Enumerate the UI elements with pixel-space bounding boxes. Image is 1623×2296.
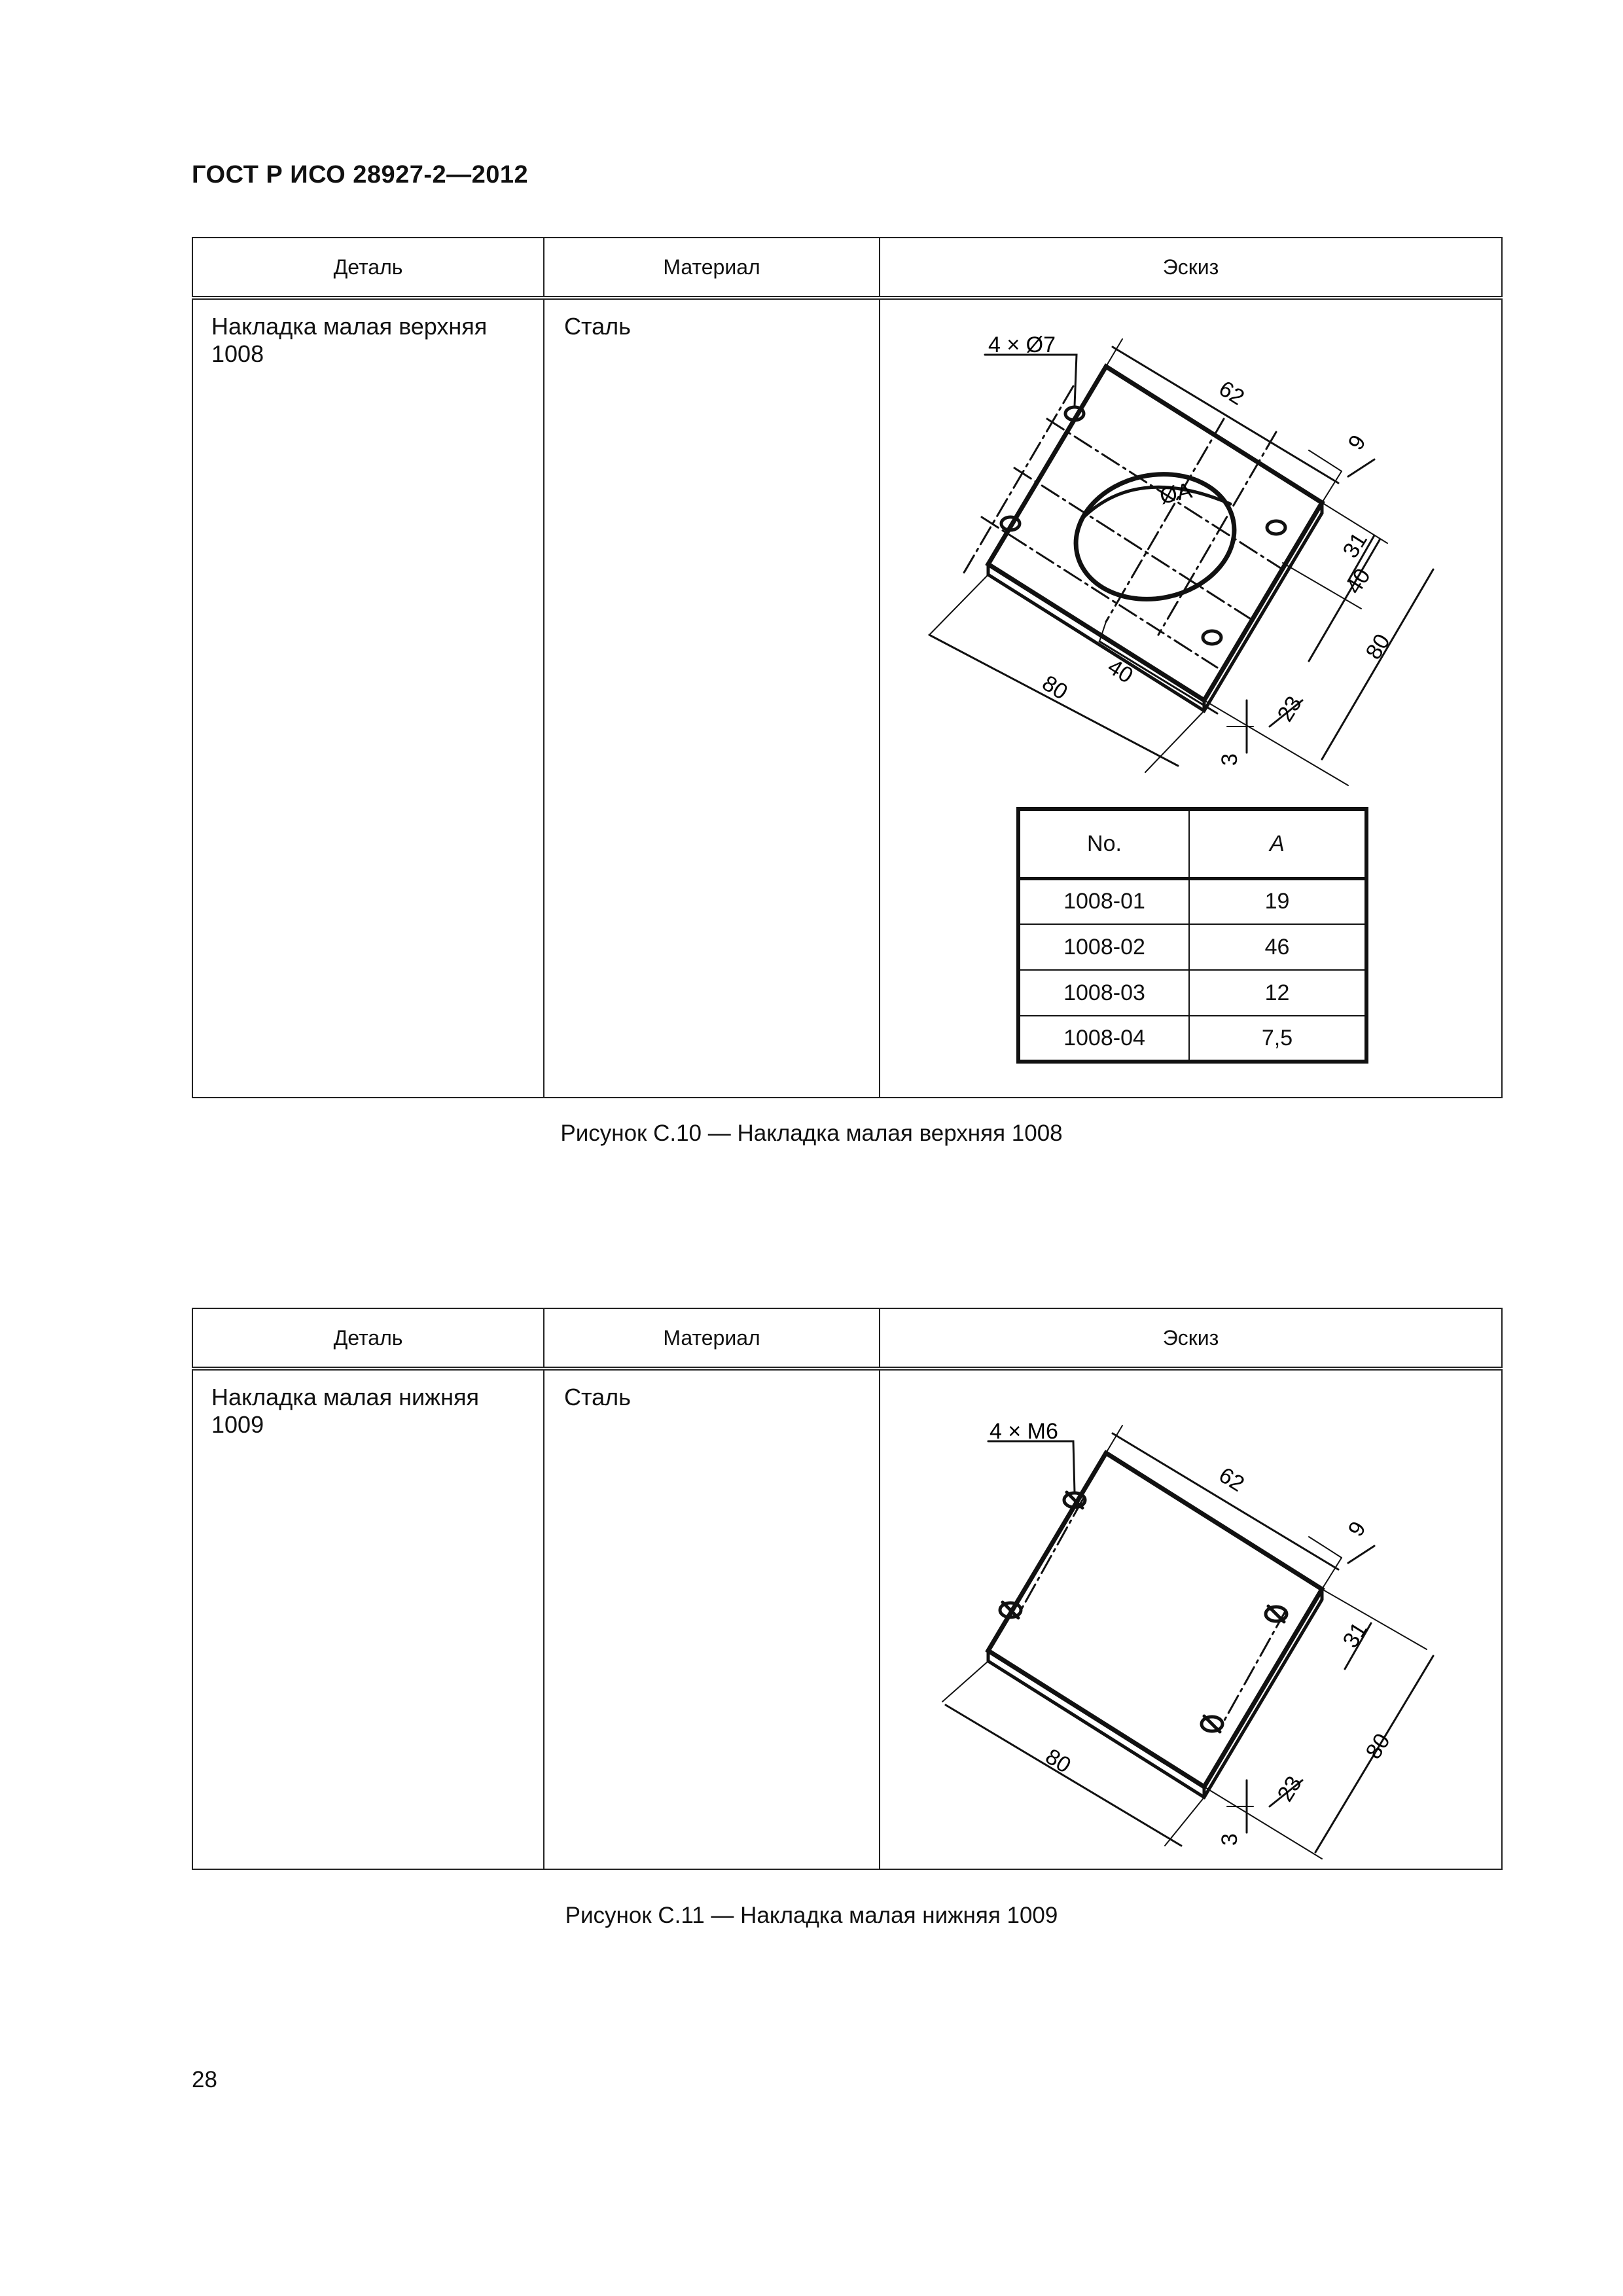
variant-no: 1008-03: [1018, 970, 1189, 1016]
part-cell: [192, 1369, 544, 1869]
variant-a: 19: [1189, 878, 1366, 924]
dim-9: 9: [1343, 1517, 1371, 1541]
part-number: 1009: [211, 1411, 264, 1438]
variants-table: [1016, 807, 1368, 1064]
dim-23: 23: [1272, 1772, 1307, 1806]
part-cell: [192, 298, 544, 1098]
dim-80-bottom: 80: [1041, 1744, 1075, 1778]
column-header-part: Деталь: [192, 238, 544, 298]
figure-caption: Рисунок С.10 — Накладка малая верхняя 1008: [560, 1121, 1063, 1146]
variant-row: [1018, 878, 1366, 924]
dim-40-bottom: 40: [1103, 654, 1137, 689]
variants-header-no: No.: [1018, 809, 1189, 878]
variant-no: 1008-01: [1018, 878, 1189, 924]
variants-header-a: A: [1189, 809, 1366, 878]
dim-3: 3: [1217, 753, 1242, 766]
material-cell: [544, 298, 880, 1098]
dim-80-right: 80: [1361, 1729, 1395, 1764]
dim-80-right: 80: [1361, 630, 1395, 664]
column-header-sketch: Эскиз: [880, 1308, 1502, 1369]
part-number: 1008: [211, 340, 264, 367]
variant-a: 46: [1189, 924, 1366, 970]
column-header-sketch: Эскиз: [880, 238, 1502, 298]
document-header: ГОСТ Р ИСО 28927-2—2012: [192, 161, 529, 188]
variant-row: [1018, 970, 1366, 1016]
hole-callout: 4 × M6: [990, 1419, 1058, 1444]
column-header-material: Материал: [544, 238, 880, 298]
column-header-part: Деталь: [192, 1308, 544, 1369]
variant-a: 12: [1189, 970, 1366, 1016]
dim-23: 23: [1272, 692, 1307, 726]
dim-9: 9: [1343, 431, 1371, 455]
dim-diameter-a: ØA: [1157, 478, 1194, 509]
material-value: Сталь: [564, 1384, 631, 1410]
page-number: 28: [192, 2067, 217, 2092]
dim-3: 3: [1217, 1833, 1242, 1846]
variant-row: [1018, 924, 1366, 970]
variant-a: 7,5: [1189, 1016, 1366, 1062]
sketch-1008-drawing: [890, 308, 1499, 792]
material-value: Сталь: [564, 313, 631, 340]
column-header-material: Материал: [544, 1308, 880, 1369]
material-cell: [544, 1369, 880, 1869]
figure-caption: Рисунок С.11 — Накладка малая нижняя 1009: [565, 1903, 1058, 1928]
variant-no: 1008-02: [1018, 924, 1189, 970]
part-name: Накладка малая нижняя: [211, 1384, 480, 1410]
dim-31: 31: [1338, 528, 1372, 563]
variant-row: [1018, 1016, 1366, 1062]
part-name: Накладка малая верхняя: [211, 313, 488, 340]
dim-31: 31: [1338, 1618, 1372, 1653]
sketch-1009-drawing: [910, 1394, 1486, 1865]
dim-62: 62: [1214, 1462, 1249, 1497]
dim-62: 62: [1214, 376, 1249, 410]
dim-40-right: 40: [1341, 564, 1376, 599]
variant-no: 1008-04: [1018, 1016, 1189, 1062]
dim-80-bottom: 80: [1037, 670, 1072, 705]
hole-callout: 4 × Ø7: [988, 332, 1056, 357]
